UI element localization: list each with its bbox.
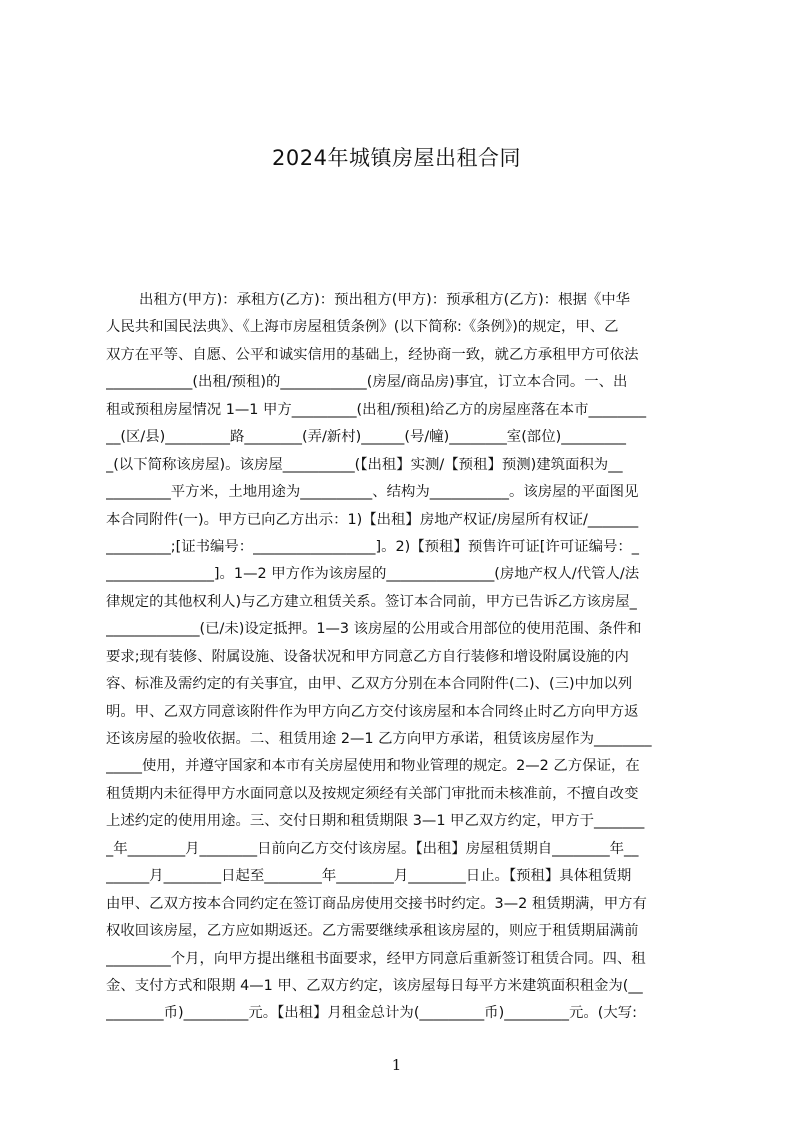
body-line: _________;[证书编号：_________________]。2)【预租】预售许可证[许可证编号：_: [106, 538, 639, 555]
body-line: _________个月，向甲方提出继租书面要求，经甲方同意后重新签订租赁合同。四、租: [106, 950, 646, 967]
body-line: ____________(出租/预租)的____________(房屋/商品房)事宜，订立本合同。一、出: [106, 374, 628, 391]
body-line: ______月________日起至________年________月________日止。【预租】具体租赁期: [106, 868, 632, 885]
body-line: _______________]。1—2 甲方作为该房屋的_______________(房地产权人/代管人/法: [106, 566, 640, 583]
body-line: 出租方(甲方)：承租方(乙方)：预出租方(甲方)：预承租方(乙方)：根据《中华: [139, 292, 631, 308]
body-line: ________币)_________元。【出租】月租金总计为(_________币)_________元。(大写:: [106, 1005, 637, 1022]
body-line: 要求;现有装修、附属设施、设备状况和甲方同意乙方自行装修和增设附属设施的内: [106, 648, 629, 665]
body-line: _____________(已/未)设定抵押。1—3 该房屋的公用或合用部位的使用范围、条件和: [106, 621, 642, 638]
body-line: 上述约定的使用用途。三、交付日期和租赁期限 3—1 甲乙双方约定，甲方于_______: [106, 813, 645, 830]
body-line: 律规定的其他权利人)与乙方建立租赁关系。签订本合同前，甲方已告诉乙方该房屋_: [106, 593, 637, 610]
body-line: __(区/县)_________路________(弄/新村)______(号/幢)________室(部位)_________: [106, 429, 626, 446]
body-line: 人民共和国民法典》、《上海市房屋租赁条例》(以下简称:《条例》)的规定，甲、乙: [106, 319, 619, 336]
body-line: _____使用，并遵守国家和本市有关房屋使用和物业管理的规定。2—2 乙方保证，在: [106, 758, 640, 775]
contract-body: [106, 287, 698, 1028]
body-line: 双方在平等、自愿、公平和诚实信用的基础上，经协商一致，就乙方承租甲方可依法: [106, 346, 639, 363]
body-line: 租或预租房屋情况 1—1 甲方_________(出租/预租)给乙方的房屋座落在本市________: [106, 401, 647, 418]
body-line: 权收回该房屋，乙方应如期返还。乙方需要继续承租该房屋的，则应于租赁期届满前: [106, 923, 639, 940]
body-line: _________平方米，土地用途为__________、结构为___________。该房屋的平面图见: [106, 484, 639, 501]
body-line: 金、支付方式和限期 4—1 甲、乙双方约定，该房屋每日每平方米建筑面积租金为(__: [106, 977, 643, 994]
body-line: 租赁期内未征得甲方水面同意以及按规定须经有关部门审批而未核准前，不擅自改变: [106, 785, 639, 802]
body-line: _(以下简称该房屋)。该房屋__________(【出租】实测/【预租】预测)建筑面积为__: [106, 456, 623, 473]
body-line: _年________月________日前向乙方交付该房屋。【出租】房屋租赁期自________年__: [106, 840, 639, 857]
body-line: 明。甲、乙双方同意该附件作为甲方向乙方交付该房屋和本合同终止时乙方向甲方返: [106, 703, 639, 720]
page-number: 1: [391, 1056, 402, 1074]
body-line: 还该房屋的验收依据。二、租赁用途 2—1 乙方向甲方承诺，租赁该房屋作为________: [106, 731, 652, 747]
body-line: 本合同附件(一)。甲方已向乙方出示：1)【出租】房地产权证/房屋所有权证/_______: [106, 511, 639, 528]
body-line: 由甲、乙双方按本合同约定在签订商品房使用交接书时约定。3—2 租赁期满，甲方有: [106, 895, 647, 912]
body-line: 容、标准及需约定的有关事宜，由甲、乙双方分别在本合同附件(二)、(三)中加以列: [106, 676, 633, 693]
document-title: 2024年城镇房屋出租合同: [272, 146, 521, 170]
